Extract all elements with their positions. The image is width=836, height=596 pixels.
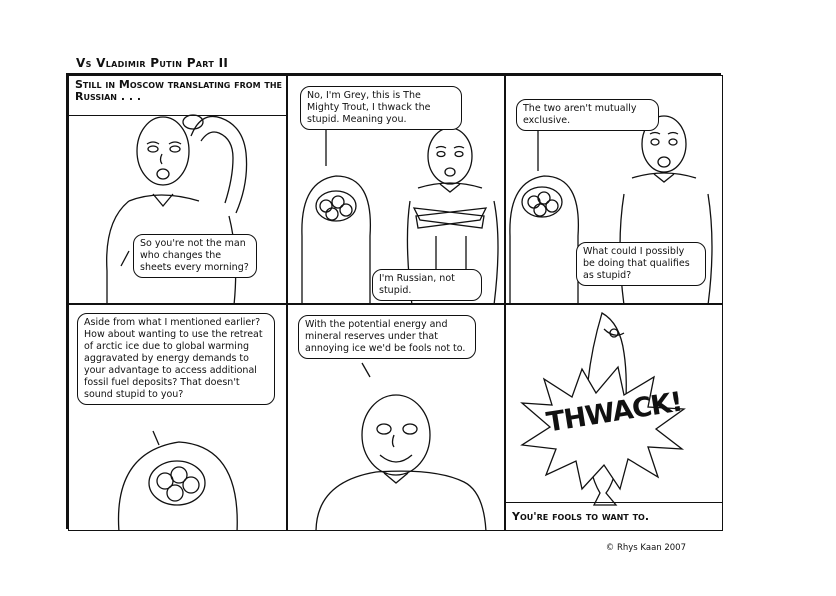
panel-3 (505, 75, 723, 304)
thwack-sfx: THWACK! (544, 386, 685, 439)
panel-3-bubble-putin: What could I possibly be doing that qualifies as stupid? (576, 242, 706, 286)
panel-2-bubble-putin: I'm Russian, not stupid. (372, 269, 482, 301)
copyright-credit: © Rhys Kaan 2007 (605, 543, 686, 553)
panel-6 (505, 304, 723, 531)
panel-2 (287, 75, 505, 304)
panel-4 (68, 304, 287, 531)
panel-1 (68, 75, 287, 304)
panel-2-bubble-grey: No, I'm Grey, this is The Mighty Trout, I thwack the stupid. Meaning you. (300, 86, 462, 130)
panel-1-caption: Still in Moscow translating from the Russian . . . (69, 76, 287, 116)
panel-1-bubble-putin: So you're not the man who changes the sheets every morning? (133, 234, 257, 278)
strip-title: Vs Vladimir Putin Part II (76, 56, 229, 70)
panel-3-bubble-grey: The two aren't mutually exclusive. (516, 99, 659, 131)
panel-5 (287, 304, 505, 531)
panel-4-bubble-grey: Aside from what I mentioned earlier? How about wanting to use the retreat of arctic ice due to global warming aggravated by energy demands to your advantage to access additional fossil fuel deposits? That doesn't sound stupid to you? (77, 313, 275, 405)
panel-6-caption: You're fools to want to. (506, 502, 723, 531)
comic-grid (66, 73, 721, 529)
panel-5-bubble-putin: With the potential energy and mineral reserves under that annoying ice we'd be fools not to. (298, 315, 476, 359)
